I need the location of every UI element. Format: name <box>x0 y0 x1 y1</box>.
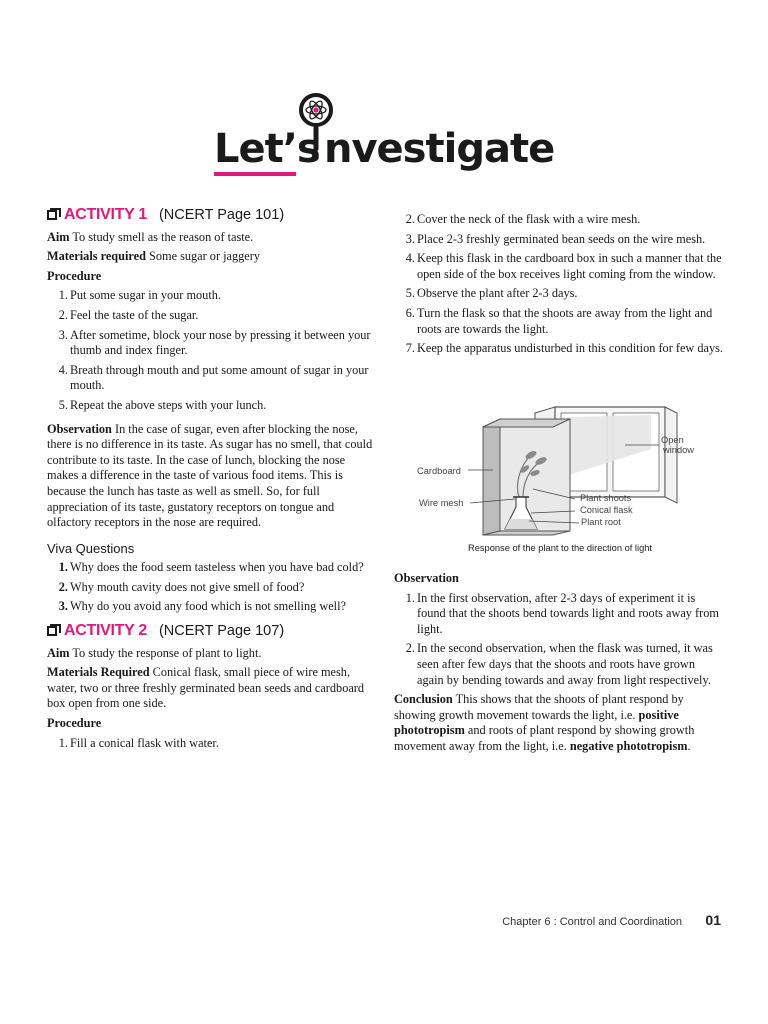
activity-2-procedure-list-part2 <box>394 212 724 357</box>
activity-1-title: ACTIVITY 1 <box>64 206 147 223</box>
title-investigate: nvestigate <box>324 126 555 172</box>
activity-2-procedure-label: Procedure <box>47 716 102 731</box>
viva-questions-heading: Viva Questions <box>47 540 135 556</box>
activity-2-materials: Materials Required Conical flask, small piece of wire mesh, water, two or three freshly germinated bean seeds and cardboard box open from one side. <box>47 665 365 711</box>
list-item: 7. Keep the apparatus undisturbed in this condition for few days. <box>405 341 723 356</box>
activity-1-procedure-list <box>47 288 375 413</box>
activity-2-conclusion: Conclusion This shows that the shoots of plant respond by showing growth movement towards the light, i.e. positive phototropism and roots of plant respond by showing growth movement away from the light, i.e. negative phototropism. <box>394 692 695 753</box>
list-item: 5. Observe the plant after 2-3 days. <box>405 286 578 301</box>
list-item: 2. Cover the neck of the flask with a wire mesh. <box>405 212 641 226</box>
phototropism-figure <box>415 405 705 555</box>
activity-icon <box>47 624 61 636</box>
list-item: 2. Feel the taste of the sugar. <box>58 307 199 322</box>
label-plant-shoots: Plant shoots <box>580 493 632 503</box>
activity-2-observation-label: Observation <box>394 571 459 585</box>
label-window: window <box>663 445 695 455</box>
right-column-bottom <box>394 571 724 759</box>
list-item: 2. In the second observation, when the flask was turned, it was seen after few days that the shoots and roots have grown again by bending towards and away from light respectively. <box>405 641 713 687</box>
footer-page-number: 01 <box>705 912 721 928</box>
title-lets: Let’s <box>214 126 320 172</box>
page-header <box>0 0 768 190</box>
activity-1-materials: Materials required Some sugar or jaggery <box>47 249 260 264</box>
activity-1-header <box>47 207 375 224</box>
activity-2-page-ref: (NCERT Page 107) <box>158 623 285 640</box>
activity-2-procedure-list-part1 <box>47 736 375 752</box>
right-column <box>394 212 724 361</box>
label-conical-flask: Conical flask <box>580 505 633 515</box>
activity-2-header <box>47 623 375 640</box>
title-underline <box>214 172 296 176</box>
label-cardboard: Cardboard <box>417 466 461 476</box>
figure-caption: Response of the plant to the direction of light <box>468 543 652 553</box>
activity-1-page-ref: (NCERT Page 101) <box>158 207 285 223</box>
list-item: 1. Why does the food seem tasteless when you have bad cold? <box>58 560 364 575</box>
label-open: Open <box>661 435 684 445</box>
label-wire-mesh: Wire mesh <box>419 498 464 508</box>
activity-1-procedure-label: Procedure <box>47 268 102 283</box>
list-item: 2. Why mouth cavity does not give smell of food? <box>58 579 305 594</box>
list-item: 3. Why do you avoid any food which is not smelling well? <box>58 599 346 614</box>
viva-questions-list <box>47 560 375 615</box>
activity-2-observation-list <box>394 591 724 689</box>
list-item: 5. Repeat the above steps with your lunch. <box>58 397 267 412</box>
activity-2-aim: Aim To study the response of plant to light. <box>47 645 262 660</box>
label-plant-root: Plant root <box>581 517 621 527</box>
phototropism-diagram <box>415 405 705 540</box>
list-item: 1. Put some sugar in your mouth. <box>58 288 221 303</box>
list-item: 4. Breath through mouth and put some amount of sugar in your mouth. <box>58 362 369 393</box>
activity-1-observation: Observation In the case of sugar, even after blocking the nose, there is no difference in its taste. As sugar has no smell, that could contribute to its taste. In the case of lunch, blocking the nose makes a difference in the taste of various food items. This is because the lunch has taste as well as smell. So, for full appreciation of its taste, gustatory receptors on tongue and olfactory receptors in the nose are required. <box>47 421 373 530</box>
left-column <box>47 207 375 755</box>
list-item: 4. Keep this flask in the cardboard box in such a manner that the open side of the box receives light coming from the window. <box>405 251 722 281</box>
activity-icon <box>47 208 61 220</box>
activity-1-aim: Aim To study smell as the reason of taste. <box>47 229 254 244</box>
list-item: 1. Fill a conical flask with water. <box>58 735 219 750</box>
list-item: 3. Place 2-3 freshly germinated bean seeds on the wire mesh. <box>405 231 706 246</box>
list-item: 1. In the first observation, after 2-3 days of experiment it is found that the shoots bend towards light and roots away from light. <box>405 590 719 636</box>
activity-2-title: ACTIVITY 2 <box>64 622 147 640</box>
list-item: 6. Turn the flask so that the shoots are away from the light and roots are towards the light. <box>405 305 713 336</box>
footer-chapter: Chapter 6 : Control and Coordination <box>502 916 682 928</box>
list-item: 3. After sometime, block your nose by pressing it between your thumb and index finger. <box>58 327 371 358</box>
